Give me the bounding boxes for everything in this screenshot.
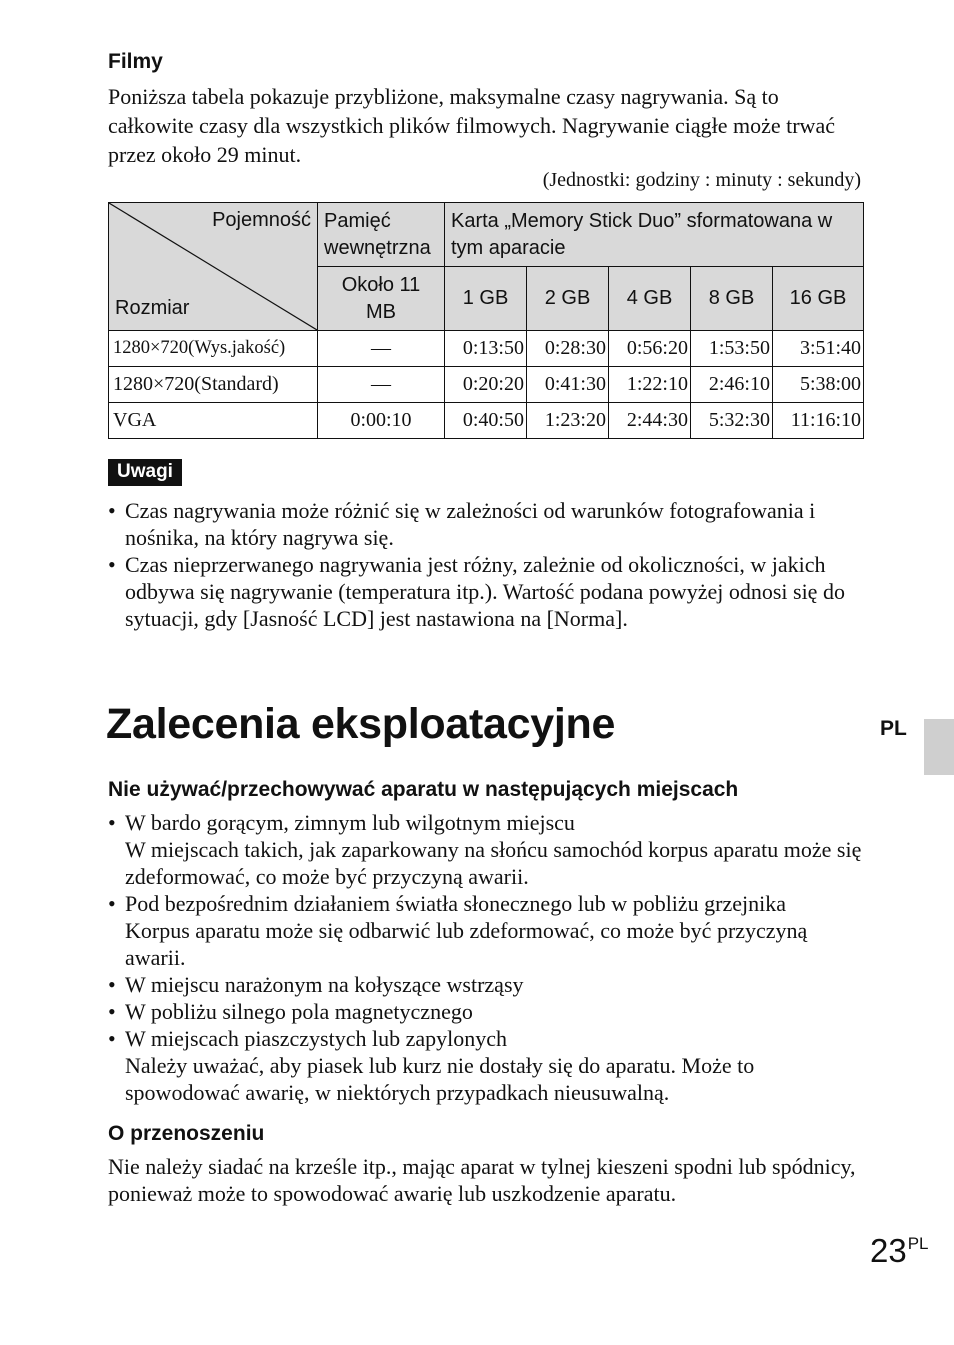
cell-time: 0:40:50	[445, 403, 527, 439]
page-number	[870, 1232, 929, 1270]
intro-paragraph: Poniższa tabela pokazuje przybliżone, maksymalne czasy nagrywania. Są to całkowite czasy dla wszystkich plików filmowych. Nagrywanie ciągłe może trwać przez około 29 minut.	[108, 84, 835, 167]
list-item	[108, 998, 868, 1025]
place-title: W miejscu narażonym na kołyszące wstrząsy	[125, 972, 524, 997]
cell-time: 0:20:20	[445, 367, 527, 403]
cell-internal: —	[318, 367, 445, 403]
list-item	[108, 971, 868, 998]
bullet-icon: •	[108, 1026, 116, 1051]
bullet-icon: •	[108, 891, 116, 916]
notes-badge: Uwagi	[108, 459, 182, 486]
note-text: Czas nieprzerwanego nagrywania jest różny, zależnie od okoliczności, w jakich odbywa się nagrywanie (temperatura itp.). Wartość podana powyżej odnosi się do sytuacji, gdy [Jasność LCD] jest nastawiona na [Norma].	[125, 552, 845, 631]
list-item	[108, 809, 868, 890]
cell-time: 0:13:50	[445, 331, 527, 367]
cell-time: 3:51:40	[773, 331, 864, 367]
cell-time: 2:46:10	[691, 367, 773, 403]
units-note: (Jednostki: godziny : minuty : sekundy)	[542, 169, 861, 191]
section-heading-filmy: Filmy	[108, 50, 163, 73]
place-title: W pobliżu silnego pola magnetycznego	[125, 999, 473, 1024]
cell-time: 1:22:10	[609, 367, 691, 403]
corner-label-size: Rozmiar	[115, 297, 190, 319]
list-item	[108, 497, 868, 551]
list-item	[108, 551, 868, 632]
page-title: Zalecenia eksploatacyjne	[106, 700, 616, 748]
note-text: Czas nagrywania może różnić się w zależności od warunków fotografowania i nośnika, na który nagrywa się.	[125, 498, 816, 550]
recording-time-table	[108, 202, 864, 439]
bullet-icon: •	[108, 498, 116, 523]
page-number-suffix: PL	[907, 1234, 929, 1253]
places-list	[108, 809, 868, 1106]
header-card-size: 4 GB	[609, 267, 691, 331]
list-item	[108, 890, 868, 971]
header-card-size: 8 GB	[691, 267, 773, 331]
cell-time: 1:53:50	[691, 331, 773, 367]
corner-label-capacity: Pojemność	[212, 209, 311, 231]
cell-internal: 0:00:10	[318, 403, 445, 439]
table-row	[109, 403, 864, 439]
header-internal-size: Około 11 MB	[318, 267, 445, 331]
place-detail: W miejscach takich, jak zaparkowany na słońcu samochód korpus aparatu może się zdeformować, co może być przyczyną awarii.	[125, 837, 862, 889]
bullet-icon: •	[108, 972, 116, 997]
carrying-paragraph: Nie należy siadać na krześle itp., mając aparat w tylnej kieszeni spodni lub spódnicy, ponieważ może to spowodować awarię lub uszkodzenie aparatu.	[108, 1154, 856, 1206]
section-heading-places: Nie używać/przechowywać aparatu w następujących miejscach	[108, 778, 739, 801]
cell-time: 5:32:30	[691, 403, 773, 439]
header-card-size: 1 GB	[445, 267, 527, 331]
place-title: Pod bezpośrednim działaniem światła słonecznego lub w pobliżu grzejnika	[125, 891, 787, 916]
notes-list	[108, 497, 868, 632]
place-detail: Należy uważać, aby piasek lub kurz nie dostały się do aparatu. Może to spowodować awarię, w niektórych przypadkach nieusuwalną.	[125, 1053, 755, 1105]
page-number-value: 23	[870, 1232, 907, 1269]
cell-time: 2:44:30	[609, 403, 691, 439]
header-card-size: 16 GB	[773, 267, 864, 331]
bullet-icon: •	[108, 999, 116, 1024]
row-size-label: 1280×720(Standard)	[109, 367, 318, 403]
row-size-label: VGA	[109, 403, 318, 439]
place-title: W miejscach piaszczystych lub zapylonych	[125, 1026, 508, 1051]
table-corner-header	[109, 203, 318, 331]
list-item	[108, 1025, 868, 1106]
bullet-icon: •	[108, 552, 116, 577]
cell-time: 1:23:20	[527, 403, 609, 439]
cell-time: 0:28:30	[527, 331, 609, 367]
bullet-icon: •	[108, 810, 116, 835]
header-internal-memory: Pamięć wewnętrzna	[318, 203, 445, 267]
header-memory-card: Karta „Memory Stick Duo” sformatowana w tym aparacie	[445, 203, 864, 267]
table-row	[109, 367, 864, 403]
cell-time: 0:56:20	[609, 331, 691, 367]
place-title: W bardo gorącym, zimnym lub wilgotnym miejscu	[125, 810, 575, 835]
cell-time: 11:16:10	[773, 403, 864, 439]
section-heading-carrying: O przenoszeniu	[108, 1122, 265, 1145]
header-card-size: 2 GB	[527, 267, 609, 331]
side-tab-marker	[924, 719, 954, 775]
row-size-label: 1280×720(Wys.jakość)	[109, 331, 318, 367]
cell-time: 5:38:00	[773, 367, 864, 403]
table-row	[109, 331, 864, 367]
place-detail: Korpus aparatu może się odbarwić lub zdeformować, co może być przyczyną awarii.	[125, 918, 808, 970]
language-label: PL	[880, 717, 907, 740]
cell-time: 0:41:30	[527, 367, 609, 403]
cell-internal: —	[318, 331, 445, 367]
